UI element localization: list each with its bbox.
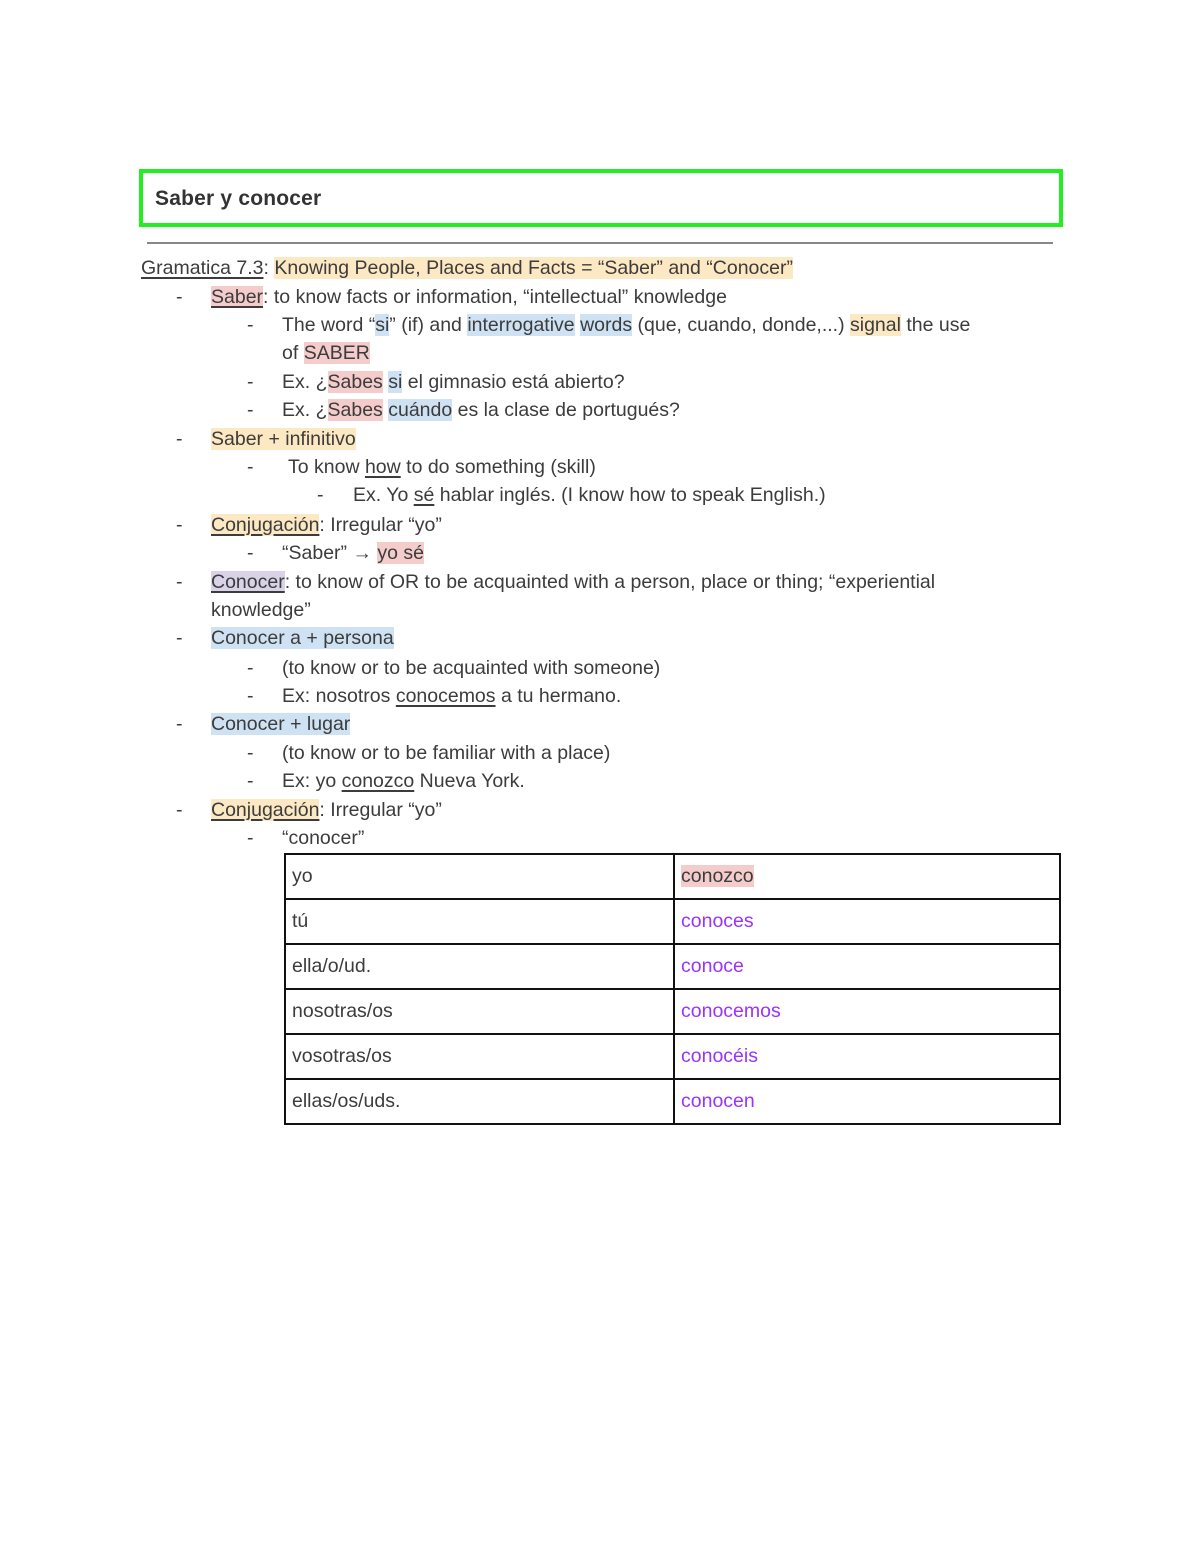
text-fragment: The word “ (282, 314, 376, 336)
saber-definition (211, 284, 727, 310)
bullet-dash: - (176, 514, 183, 536)
conjugation-term: Conjugación (211, 799, 320, 821)
text-fragment: Nueva York. (414, 770, 525, 792)
word-how: how (364, 456, 401, 478)
table-row (285, 1079, 1060, 1124)
conocer-lugar-meaning: (to know or to be familiar with a place) (282, 742, 611, 764)
form-cell: conocen (674, 1079, 1060, 1124)
conocer-persona-example (282, 683, 621, 709)
word-si: si (375, 314, 390, 336)
pronoun-cell: ellas/os/uds. (285, 1079, 674, 1124)
bullet-dash: - (247, 542, 254, 564)
word-conozco: conozco (341, 770, 415, 792)
bullet-dash: - (247, 742, 254, 764)
text-fragment: es la clase de portugués? (452, 399, 680, 421)
conocer-persona-label: Conocer a + persona (211, 627, 394, 649)
bullet-dash: - (317, 484, 324, 506)
bullet-dash: - (176, 713, 183, 735)
conocer-lugar-label: Conocer + lugar (211, 713, 351, 735)
saber-infinitivo (211, 426, 356, 452)
table-row (285, 854, 1060, 899)
conocer-definition (211, 569, 935, 595)
text-fragment: of (282, 342, 304, 364)
conocer-definition-cont: knowledge” (211, 599, 311, 621)
saber-term: Saber (211, 286, 264, 308)
pronoun-cell: tú (285, 899, 674, 944)
bullet-dash: - (247, 371, 254, 393)
pronoun-cell: ella/o/ud. (285, 944, 674, 989)
conocer-lugar-example (282, 768, 525, 794)
bullet-dash: - (176, 286, 183, 308)
word-interrogative: interrogative (467, 314, 575, 336)
title-box (139, 169, 1063, 227)
text-fragment: Ex: nosotros (282, 685, 396, 707)
form-cell (674, 854, 1060, 899)
grammar-heading (141, 255, 793, 281)
form-cell: conocéis (674, 1034, 1060, 1079)
bullet-dash: - (247, 685, 254, 707)
text-fragment: ” (if) and (389, 314, 468, 336)
text-fragment: Ex. ¿ (282, 399, 328, 421)
conocer-verb-label: “conocer” (282, 827, 365, 849)
saber-conjugation (211, 512, 442, 538)
text-fragment: a tu hermano. (495, 685, 622, 707)
word-sabes: Sabes (327, 399, 383, 421)
text-fragment: the use (900, 314, 971, 336)
text-fragment: Ex. ¿ (282, 371, 328, 393)
text-fragment: to do something (skill) (400, 456, 596, 478)
saber-infinitivo-label: Saber + infinitivo (211, 428, 356, 450)
text-fragment: : to know of OR to be acquainted with a person, place or thing; “experiential (284, 571, 936, 593)
word-conocemos: conocemos (395, 685, 496, 707)
saber-def-text: : to know facts or information, “intellectual” knowledge (263, 286, 727, 308)
bullet-dash: - (176, 571, 183, 593)
conocer-conjugation (211, 797, 442, 823)
saber-example-1 (282, 369, 625, 395)
form-cell: conocemos (674, 989, 1060, 1034)
word-sabes: Sabes (327, 371, 383, 393)
form-cell: conoces (674, 899, 1060, 944)
text-fragment: “Saber” → (282, 542, 378, 564)
table-row (285, 989, 1060, 1034)
pronoun-cell: yo (285, 854, 674, 899)
bullet-dash: - (247, 314, 254, 336)
bullet-dash: - (176, 799, 183, 821)
text-fragment: hablar inglés. (I know how to speak English.) (434, 484, 826, 506)
word-se: sé (413, 484, 435, 506)
bullet-dash: - (247, 456, 254, 478)
word-cuando: cuándo (388, 399, 453, 421)
horizontal-rule (147, 242, 1053, 244)
saber-signal-line-cont (282, 340, 370, 366)
bullet-dash: - (247, 827, 254, 849)
document-title: Saber y conocer (155, 187, 322, 210)
skill-example (353, 482, 826, 508)
text-fragment: (que, cuando, donde,...) (632, 314, 850, 336)
conocer-persona-meaning: (to know or to be acquainted with someone) (282, 657, 661, 679)
pronoun-cell: nosotras/os (285, 989, 674, 1034)
saber-yo-form (282, 540, 424, 566)
bullet-dash: - (247, 770, 254, 792)
pronoun-cell: vosotras/os (285, 1034, 674, 1079)
text-fragment: Ex: yo (282, 770, 342, 792)
heading-topic: Knowing People, Places and Facts = “Saber” and “Conocer” (274, 257, 793, 279)
word-yo-se: yo sé (377, 542, 424, 564)
form-text: conozco (681, 865, 754, 887)
word-si: si (388, 371, 403, 393)
conocer-persona (211, 625, 394, 651)
heading-separator: : (263, 257, 275, 279)
bullet-dash: - (176, 627, 183, 649)
bullet-dash: - (247, 399, 254, 421)
table-row (285, 944, 1060, 989)
skill-line (288, 454, 596, 480)
bullet-dash: - (176, 428, 183, 450)
table-row (285, 1034, 1060, 1079)
text-fragment: : Irregular “yo” (319, 799, 442, 821)
form-cell: conoce (674, 944, 1060, 989)
grammar-reference: Gramatica 7.3 (141, 257, 264, 279)
word-signal: signal (850, 314, 901, 336)
word-saber-caps: SABER (303, 342, 370, 364)
text-fragment: Ex. Yo (353, 484, 414, 506)
text-fragment: el gimnasio está abierto? (402, 371, 625, 393)
table-row (285, 899, 1060, 944)
conjugation-table (284, 853, 1061, 1125)
conjugation-term: Conjugación (211, 514, 320, 536)
text-fragment: : Irregular “yo” (319, 514, 442, 536)
text-fragment: To know (288, 456, 365, 478)
bullet-dash: - (247, 657, 254, 679)
saber-signal-line (282, 312, 970, 338)
conocer-term: Conocer (211, 571, 285, 593)
word-words: words (580, 314, 633, 336)
conocer-lugar (211, 711, 350, 737)
saber-example-2 (282, 397, 680, 423)
